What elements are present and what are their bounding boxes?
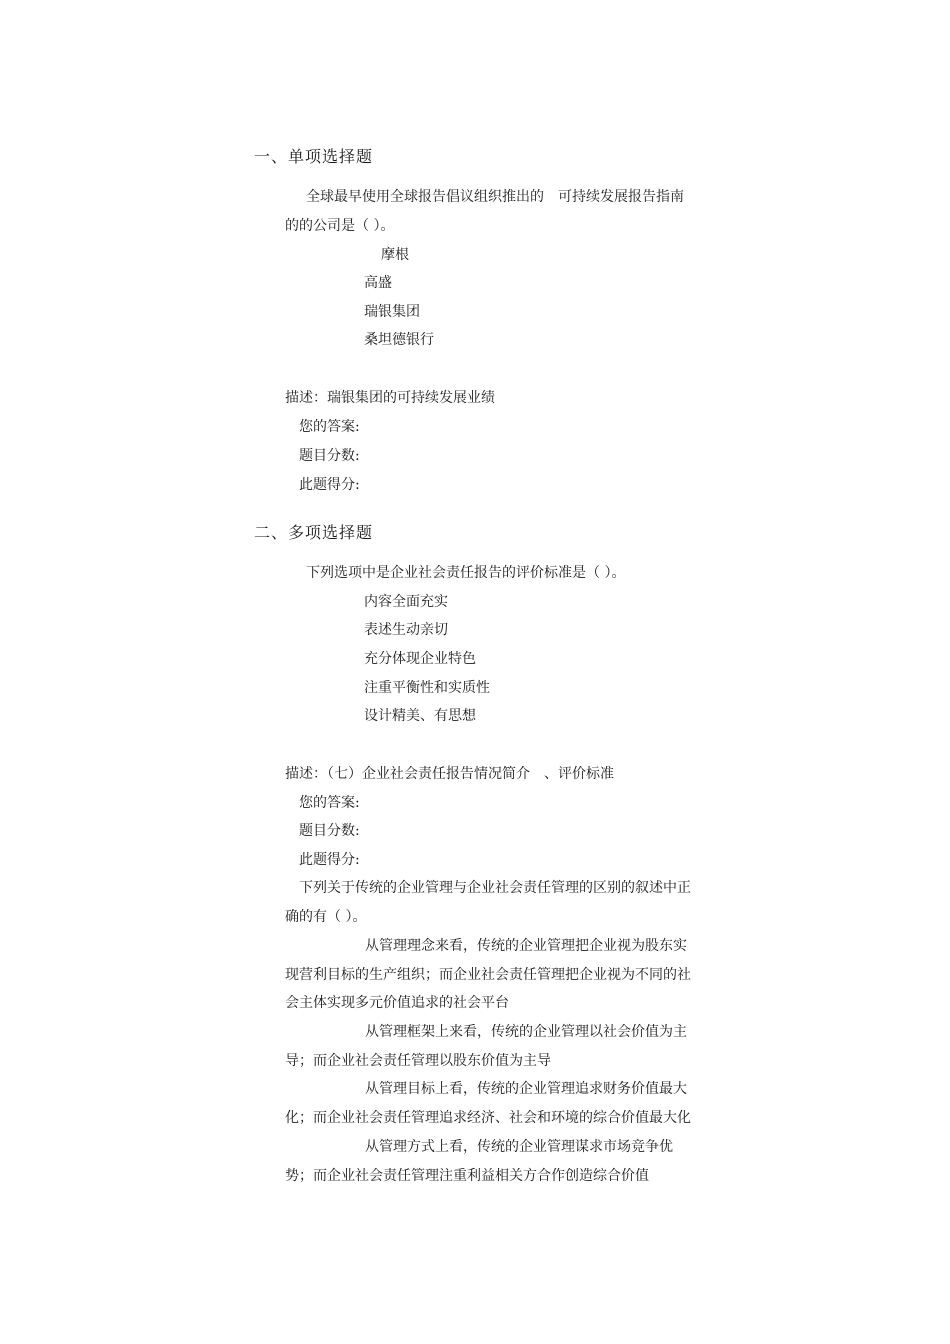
- section-heading-multiple-choice: 二、多项选择题: [254, 523, 374, 542]
- option-d: 注重平衡性和实质性: [364, 680, 490, 696]
- option-d: 桑坦德银行: [364, 332, 434, 348]
- question-text: 下列关于传统的企业管理与企业社会责任管理的区别的叙述中正确的有（ ）。: [285, 880, 691, 925]
- option-c: 充分体现企业特色: [364, 651, 476, 667]
- option-d: [285, 1133, 700, 1190]
- option-d-text: 从管理方式上看，传统的企业管理谋求市场竞争优势；而企业社会责任管理注重利益相关方合作创造综合价值: [285, 1139, 673, 1184]
- question-text-line-2: 的的公司是（ ）。: [285, 218, 395, 234]
- question-score-label: 题目分数:: [299, 823, 360, 839]
- description-part-a: 描述：（七）企业社会责任报告情况简介: [285, 766, 530, 782]
- option-a: [285, 932, 700, 1018]
- earned-score-label: 此题得分:: [299, 477, 360, 493]
- your-answer-label: 您的答案:: [299, 419, 360, 435]
- option-a: 摩根: [381, 247, 409, 263]
- option-a: 内容全面充实: [364, 594, 448, 610]
- your-answer-label: 您的答案:: [299, 795, 360, 811]
- question-score-label: 题目分数:: [299, 448, 360, 464]
- option-a-text: 从管理理念来看，传统的企业管理把企业视为股东实现营利目标的生产组织；而企业社会责任管理把企业视为不同的社会主体实现多元价值追求的社会平台: [285, 938, 691, 1011]
- question-text-part-b: 可持续发展报告指南: [558, 189, 684, 205]
- option-e: 设计精美、有思想: [364, 708, 476, 724]
- earned-score-label: 此题得分:: [299, 852, 360, 868]
- question-text: 下列选项中是企业社会责任报告的评价标准是（ ）。: [306, 565, 626, 581]
- option-c-text: 从管理目标上看，传统的企业管理追求财务价值最大化；而企业社会责任管理追求经济、社会和环境的综合价值最大化: [285, 1081, 691, 1126]
- question-description: 描述：瑞银集团的可持续发展业绩: [285, 390, 495, 406]
- question-text-line-1: [306, 187, 684, 207]
- option-c: [285, 1075, 700, 1132]
- option-c: 瑞银集团: [364, 304, 420, 320]
- option-b: 表述生动亲切: [364, 622, 448, 638]
- option-b-text: 从管理框架上来看，传统的企业管理以社会价值为主导；而企业社会责任管理以股东价值为主导: [285, 1024, 687, 1069]
- option-b: [285, 1018, 700, 1075]
- option-b: 高盛: [364, 275, 392, 291]
- question-text-part-a: 全球最早使用全球报告倡议组织推出的: [306, 189, 544, 205]
- description-part-b: 、评价标准: [544, 766, 614, 782]
- section-heading-single-choice: 一、单项选择题: [254, 147, 374, 166]
- question-description: [285, 764, 614, 784]
